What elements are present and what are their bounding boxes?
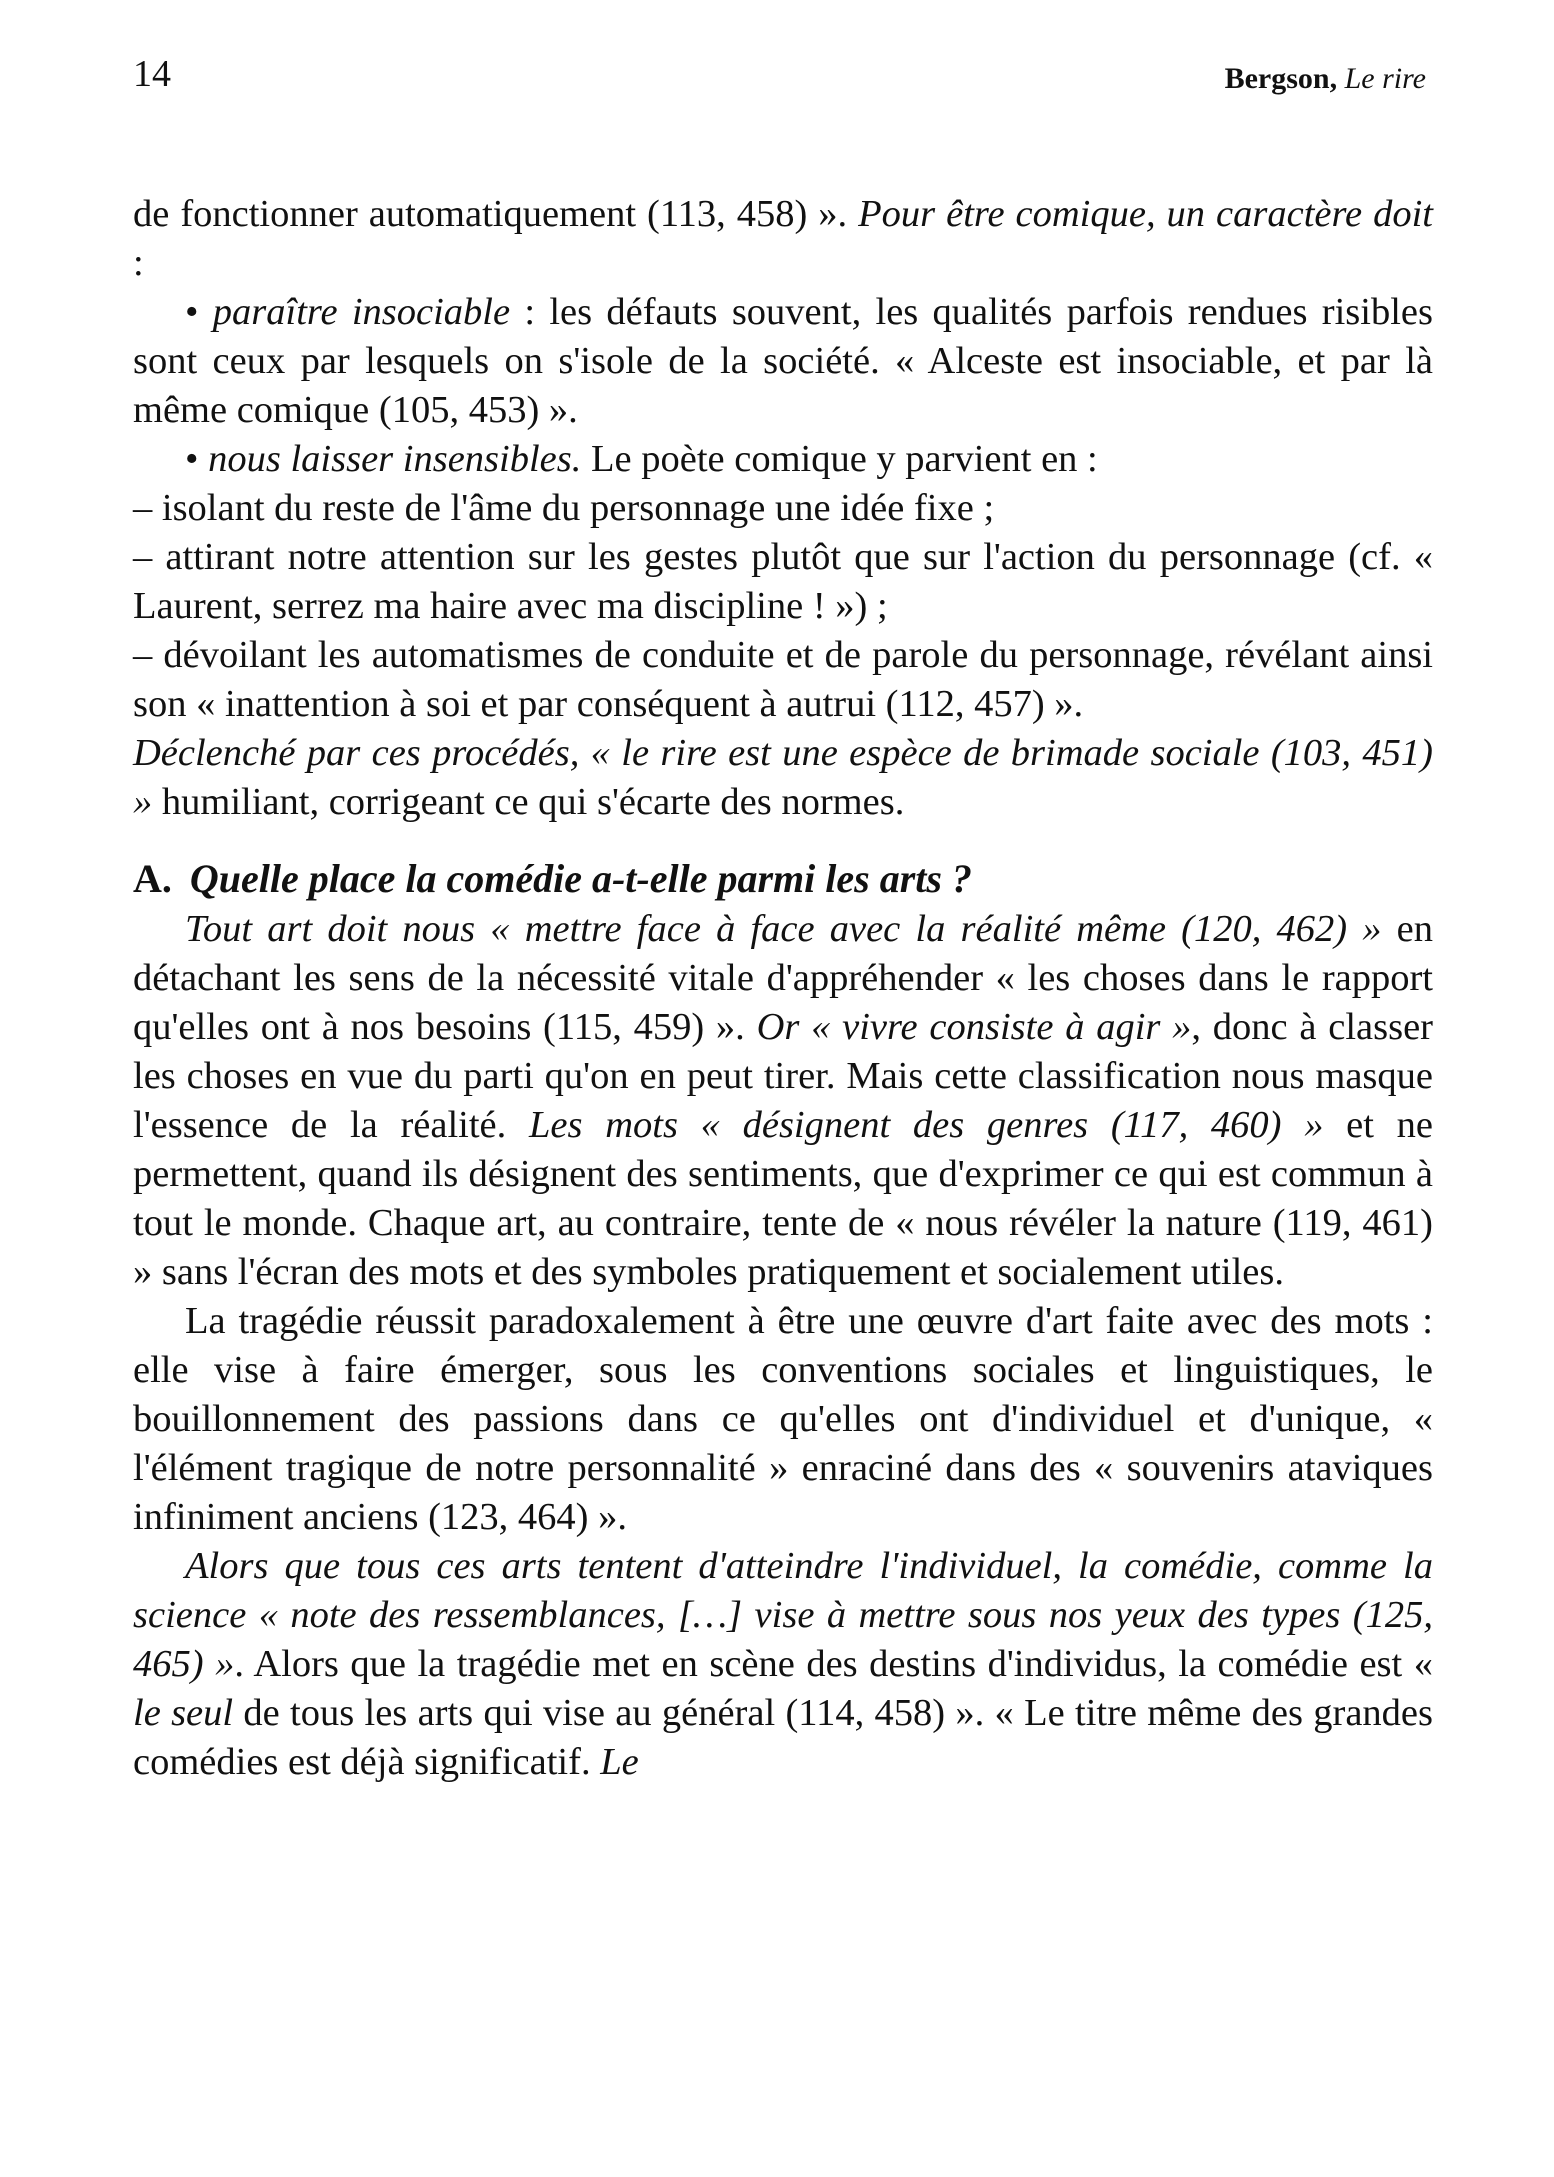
- bullet-insensibles: [133, 435, 1433, 484]
- bullet-1-term: paraître insociable: [212, 291, 511, 333]
- paragraph-3: [133, 905, 1433, 1297]
- section-heading: [133, 853, 1433, 905]
- running-head: [1225, 62, 1426, 96]
- bullet-2-term: nous laisser insensibles.: [208, 438, 582, 480]
- bullet-2-mark: •: [185, 438, 209, 480]
- paragraph-1: [133, 190, 1433, 288]
- p3-text-f: et ne permettent, quand ils désignent des sentiments, que d'exprimer ce qui est commun à tout le monde. Chaque art, au contraire, tente de « nous révéler la nature (119, 461) » sans l'écran des mots et des symboles pratiquement et socialement utiles.: [133, 1104, 1434, 1293]
- p3-text-d: , donc à classer les choses en vue du parti qu'on en peut tirer. Mais cette classification nous masque l'essence de la réalité.: [133, 1006, 1433, 1146]
- dash-item-3: – dévoilant les automatismes de conduite et de parole du personnage, révélant ainsi son « inattention à soi et par conséquent à autrui (112, 457) ».: [133, 634, 1433, 725]
- page-body: [133, 190, 1433, 1787]
- bullet-insociable: [133, 288, 1433, 435]
- p5-text-d: de tous les arts qui vise au général (114, 458) ». « Le titre même des grandes comédies est déjà significatif.: [133, 1692, 1433, 1783]
- bullet-1-mark: •: [185, 291, 213, 333]
- p5-text-c: le seul: [133, 1692, 234, 1734]
- p1-text-c: :: [133, 242, 144, 284]
- p1-text-b: Pour être comique, un caractère doit: [858, 193, 1433, 235]
- p5-text-a: Alors que tous ces arts tentent d'atteindre l'individuel, la comédie, comme la science « note des ressemblances, […] vise à mettre sous nos yeux des types (125, 465) »: [133, 1545, 1433, 1685]
- page-number: 14: [133, 53, 171, 95]
- paragraph-5: [133, 1542, 1433, 1787]
- paragraph-2: [133, 729, 1433, 827]
- bullet-2-text: Le poète comique y parvient en :: [581, 438, 1098, 480]
- dash-item-2: – attirant notre attention sur les gestes plutôt que sur l'action du personnage (cf. « Laurent, serrez ma haire avec ma discipline ! ») ;: [133, 536, 1433, 627]
- p3-text-b: en détachant les sens de la nécessité vitale d'appréhender « les choses dans le rapport qu'elles ont à nos besoins (115, 459) ».: [133, 908, 1434, 1048]
- p5-text-b: . Alors que la tragédie met en scène des destins d'individus, la comédie est «: [234, 1643, 1433, 1685]
- p3-text-a: Tout art doit nous « mettre face à face avec la réalité même (120, 462) »: [185, 908, 1382, 950]
- running-head-author: Bergson,: [1224, 62, 1338, 95]
- p2-text-b: humiliant, corrigeant ce qui s'écarte des normes.: [152, 781, 905, 823]
- section-letter: A.: [133, 856, 172, 901]
- p3-text-c: Or « vivre consiste à agir »: [756, 1006, 1192, 1048]
- dash-item-1: – isolant du reste de l'âme du personnage une idée fixe ;: [133, 487, 995, 529]
- section-title: Quelle place la comédie a-t-elle parmi les arts ?: [189, 856, 972, 901]
- running-head-title: Le rire: [1344, 62, 1426, 95]
- bullet-1-text: : les défauts souvent, les qualités parfois rendues risibles sont ceux par lesquels on s'isole de la société. « Alceste est insociable, et par là même comique (105, 453) ».: [133, 291, 1433, 431]
- p3-text-e: Les mots « désignent des genres (117, 460) »: [529, 1104, 1324, 1146]
- p2-text-a: Déclenché par ces procédés, « le rire est une espèce de brimade sociale (103, 451) »: [133, 732, 1433, 823]
- p1-text-a: de fonctionner automatiquement (113, 458) ».: [133, 193, 859, 235]
- paragraph-4: La tragédie réussit paradoxalement à être une œuvre d'art faite avec des mots : elle vise à faire émerger, sous les conventions sociales et linguistiques, le bouillonnement des passions dans ce qu'elles ont d'individuel et d'unique, « l'élément tragique de notre personnalité » enraciné dans des « souvenirs ataviques infiniment anciens (123, 464) ».: [133, 1300, 1433, 1538]
- p5-text-e: Le: [600, 1741, 639, 1783]
